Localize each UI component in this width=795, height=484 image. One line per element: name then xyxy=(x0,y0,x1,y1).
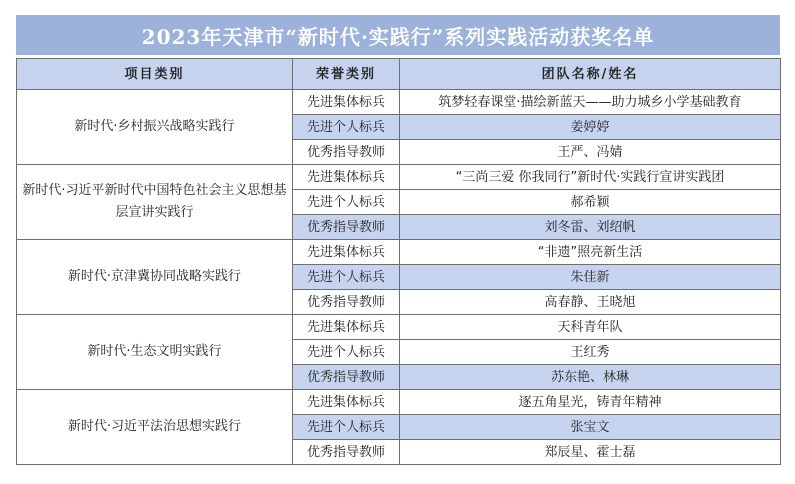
table-header-row xyxy=(17,59,781,90)
honor-cell: 先进集体标兵 xyxy=(293,390,400,415)
header-name: 团队名称/姓名 xyxy=(400,59,781,90)
table-row xyxy=(17,240,781,265)
honor-cell: 优秀指导教师 xyxy=(293,440,400,465)
honor-cell: 先进个人标兵 xyxy=(293,115,400,140)
name-cell: 苏东艳、林琳 xyxy=(400,365,781,390)
honor-cell: 先进集体标兵 xyxy=(293,240,400,265)
header-category: 项目类别 xyxy=(17,59,293,90)
name-cell: 张宝文 xyxy=(400,415,781,440)
table-row xyxy=(17,165,781,190)
category-cell: 新时代·习近平法治思想实践行 xyxy=(17,390,293,465)
category-cell: 新时代·京津冀协同战略实践行 xyxy=(17,240,293,315)
name-cell: 王红秀 xyxy=(400,340,781,365)
name-cell: 筑梦轻春课堂·描绘新蓝天——助力城乡小学基础教育 xyxy=(400,90,781,115)
name-cell: 天科青年队 xyxy=(400,315,781,340)
awards-table xyxy=(16,58,781,465)
honor-cell: 先进集体标兵 xyxy=(293,315,400,340)
name-cell: 郑辰星、霍士磊 xyxy=(400,440,781,465)
name-cell: 朱佳新 xyxy=(400,265,781,290)
name-cell: “非遗”照亮新生活 xyxy=(400,240,781,265)
name-cell: 郝希颖 xyxy=(400,190,781,215)
name-cell: 王严、冯婧 xyxy=(400,140,781,165)
name-cell: 刘冬雷、刘绍帆 xyxy=(400,215,781,240)
honor-cell: 优秀指导教师 xyxy=(293,140,400,165)
honor-cell: 优秀指导教师 xyxy=(293,215,400,240)
honor-cell: 先进集体标兵 xyxy=(293,165,400,190)
table-row xyxy=(17,90,781,115)
name-cell: “三尚三爱 你我同行”新时代·实践行宣讲实践团 xyxy=(400,165,781,190)
honor-cell: 先进集体标兵 xyxy=(293,90,400,115)
honor-cell: 优秀指导教师 xyxy=(293,365,400,390)
name-cell: 高春静、王晓旭 xyxy=(400,290,781,315)
honor-cell: 先进个人标兵 xyxy=(293,415,400,440)
honor-cell: 先进个人标兵 xyxy=(293,265,400,290)
table-row xyxy=(17,315,781,340)
category-cell: 新时代·生态文明实践行 xyxy=(17,315,293,390)
category-cell: 新时代·习近平新时代中国特色社会主义思想基层宣讲实践行 xyxy=(17,165,293,240)
name-cell: 逐五角星光，铸青年精神 xyxy=(400,390,781,415)
header-honor: 荣誉类别 xyxy=(293,59,400,90)
table-row xyxy=(17,390,781,415)
name-cell: 姜婷婷 xyxy=(400,115,781,140)
honor-cell: 先进个人标兵 xyxy=(293,340,400,365)
page-title: 2023年天津市“新时代·实践行”系列实践活动获奖名单 xyxy=(16,15,780,55)
category-cell: 新时代·乡村振兴战略实践行 xyxy=(17,90,293,165)
honor-cell: 先进个人标兵 xyxy=(293,190,400,215)
honor-cell: 优秀指导教师 xyxy=(293,290,400,315)
